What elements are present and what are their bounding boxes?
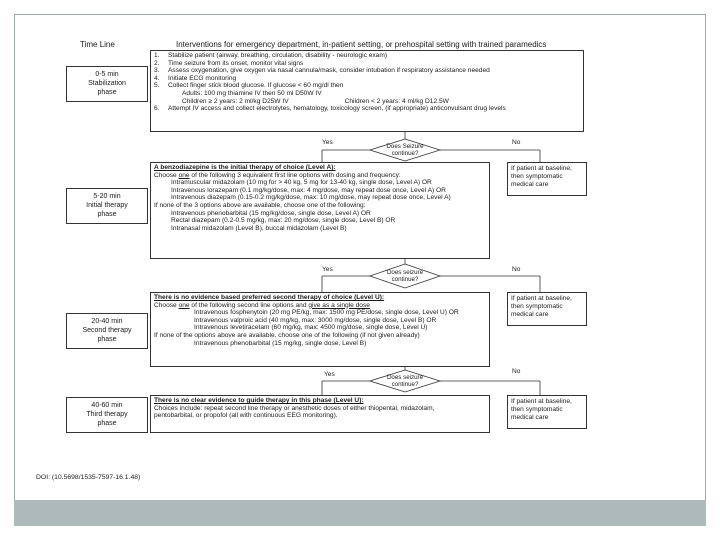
step-text: Stabilize patient (airway, breathing, circulation, disability - neurologic exam) [168, 52, 388, 59]
phase-second [66, 313, 148, 349]
interventions-header: Interventions for emergency department, in-patient setting, or prehospital setting with trained paramedics [176, 40, 547, 49]
third-therapy-title: There is no clear evidence to guide therapy in this phase (Level U): [154, 397, 364, 404]
no-label-1: No [512, 139, 521, 146]
phase-title: Initial therapy [86, 202, 128, 209]
doi-citation: DOI: (10.5698/1535-7597-16.1.48) [36, 474, 141, 481]
choose-single-dose: give as a single dose [308, 301, 370, 309]
step-text: Attempt IV access and collect electrolytes, hematology, toxicology screen, (if appropriate) anticonvulsant drug levels [168, 105, 506, 113]
step-text: Collect finger stick blood glucose. If glucose < 60 mg/dl then [168, 82, 344, 90]
baseline-box-2 [507, 292, 587, 326]
yes-label-3: Yes [324, 371, 335, 378]
decision-line: continue? [391, 276, 419, 283]
step-text: Initiate ECG monitoring [168, 74, 237, 82]
phase-time: 5-20 min [93, 193, 121, 200]
second-alternative-1: Intravenous phenobarbital (15 mg/kg, single dose, Level B) [194, 339, 367, 347]
step-number: 3. [154, 67, 160, 75]
phase-stabilization [66, 66, 148, 102]
baseline-line: If patient at baseline, [511, 165, 572, 172]
phase-third [66, 397, 148, 433]
baseline-box-1 [507, 162, 587, 196]
initial-option-2: Intravenous lorazepam (0.1 mg/kg/dose, max: 4 mg/dose, may repeat dose once, Level A) OR [171, 186, 446, 194]
second-option-1: Intravenous fosphenytoin (20 mg PE/kg, max: 1500 mg PE/dose, single dose, Level U) OR [194, 309, 459, 317]
decision-2-text [370, 269, 440, 283]
initial-therapy-box [150, 162, 490, 259]
second-therapy-choose [154, 302, 486, 310]
choose-prefix: Choose [154, 301, 179, 309]
baseline-line: If patient at baseline, [511, 295, 572, 302]
phase-label: phase [97, 336, 117, 343]
baseline-line: medical care [511, 311, 549, 318]
phase-title: Stabilization [88, 80, 126, 87]
step-5-children-under-2: Children < 2 years: 4 ml/kg D12.5W [344, 97, 449, 105]
phase-label: phase [97, 420, 117, 427]
step-4 [154, 75, 580, 83]
choose-suffix: of the following 3 equivalent first line options with dosing and frequency: [189, 171, 401, 179]
choose-prefix: Choose [154, 171, 179, 179]
step-number: 1. [154, 52, 160, 59]
baseline-line: then symptomatic [511, 406, 563, 413]
stabilization-steps-box [150, 50, 584, 132]
initial-if-none: If none of the 3 options above are available, choose one of the following: [154, 201, 366, 209]
decision-line: Does seizure [386, 269, 424, 276]
phase-label: phase [97, 89, 117, 96]
no-label-2: No [512, 266, 521, 273]
second-if-none: If none of the options above are available, choose one of the following (if not given already) [154, 331, 420, 339]
choose-one: one [178, 301, 190, 309]
timeline-header: Time Line [80, 40, 115, 49]
initial-therapy-title: A benzodiazepine is the initial therapy of choice (Level A): [154, 164, 336, 171]
initial-alternative-3: Intranasal midazolam (Level B), buccal midazolam (Level B) [171, 224, 347, 232]
phase-title: Second therapy [82, 327, 132, 334]
decision-line: Does seizure [386, 374, 424, 381]
phase-title: Third therapy [86, 411, 128, 418]
second-therapy-title: There is no evidence based preferred second therapy of choice (Level U): [154, 294, 385, 301]
step-5-children-row [154, 98, 580, 106]
step-5-children-over-2: Children ≥ 2 years: 2 ml/kg D25W IV [182, 97, 289, 105]
second-option-2: Intravenous valproic acid (40 mg/kg, max: 3000 mg/dose, single dose, Level B) OR [194, 316, 437, 324]
step-6 [154, 105, 580, 113]
baseline-box-3 [507, 395, 587, 429]
second-therapy-box [150, 292, 490, 367]
step-text: Time seizure from its onset, monitor vital signs [168, 59, 304, 67]
step-5-adults: Adults: 100 mg thiamine IV then 50 ml D50W IV [182, 89, 322, 97]
decision-line: Does Seizure [386, 143, 424, 150]
step-text: Assess oxygenation, give oxygen via nasal cannula/mask, consider intubation if respiratory assistance needed [168, 67, 490, 75]
step-3 [154, 67, 580, 75]
initial-option-1: Intramuscular midazolam (10 mg for > 40 kg, 5 mg for 13-40 kg, single dose, Level A) OR [171, 179, 432, 187]
decision-3-text [370, 374, 440, 388]
phase-label: phase [97, 211, 117, 218]
step-2 [154, 60, 580, 68]
baseline-line: then symptomatic [511, 303, 563, 310]
step-number: 6. [154, 105, 160, 113]
baseline-line: medical care [511, 414, 549, 421]
phase-time: 20-40 min [91, 318, 123, 325]
third-therapy-box [150, 395, 490, 433]
initial-alternative-1: Intravenous phenobarbital (15 mg/kg/dose, single dose, Level A) OR [171, 209, 371, 217]
no-label-3: No [512, 368, 521, 375]
yes-label-1: Yes [322, 139, 333, 146]
decision-line: continue? [391, 150, 419, 157]
third-therapy-line-1: Choices include: repeat second line therapy or anesthetic doses of either thiopental, midazolam, [154, 404, 435, 412]
initial-therapy-choose [154, 172, 486, 180]
phase-time: 40-60 min [91, 402, 123, 409]
second-option-3: Intravenous levetiracetam (60 mg/kg, max: 4500 mg/dose, single dose, Level U) [194, 324, 428, 332]
baseline-line: If patient at baseline, [511, 398, 572, 405]
phase-initial [66, 188, 148, 224]
decision-1-text [370, 143, 440, 157]
step-5 [154, 82, 580, 90]
baseline-line: then symptomatic [511, 173, 563, 180]
step-number: 2. [154, 59, 160, 67]
step-1 [154, 52, 580, 60]
third-therapy-line-2: pentobarbital, or propofol (all with continuous EEG monitoring). [154, 412, 338, 420]
initial-option-3: Intravenous diazepam (0.15-0.2 mg/kg/dose, max: 10 mg/dose, may repeat dose once, Level A) [171, 194, 451, 202]
baseline-line: medical care [511, 181, 549, 188]
phase-time: 0-5 min [95, 71, 119, 78]
step-number: 4. [154, 74, 160, 82]
initial-alternative-2: Rectal diazepam (0.2-0.5 mg/kg, max: 20 mg/dose, single dose, Level B) OR [171, 217, 396, 225]
step-number: 5. [154, 82, 160, 90]
yes-label-2: Yes [322, 266, 333, 273]
choose-middle: of the following second line options and [189, 301, 309, 309]
choose-one: one [178, 171, 190, 179]
decision-line: continue? [391, 381, 419, 388]
